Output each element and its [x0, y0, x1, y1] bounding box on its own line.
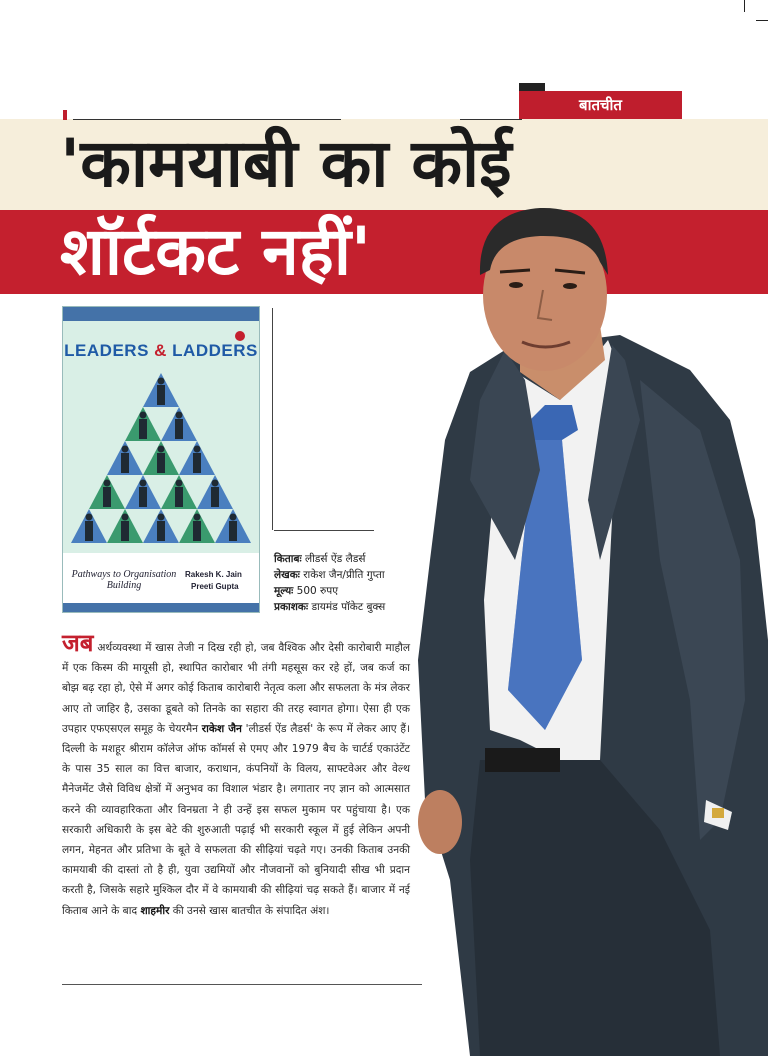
- book-info-value: 500 रुपए: [296, 585, 339, 597]
- headline-line-1: 'कामयाबी का कोई: [60, 125, 512, 202]
- book-title-amp: &: [154, 341, 167, 360]
- section-label: बातचीत: [519, 91, 682, 119]
- headline-line-2: शॉर्टकट नहीं': [60, 213, 372, 290]
- article-text-2: 'लीडर्स ऐंड लैडर्स' के रूप में लेकर आए हैं। दिल्ली के मशहूर श्रीराम कॉलेज ऑफ कॉमर्स से एमए और 1979 बैच के चार्टर्ड एकाउंटेंट के पास 35 साल का वित्त बाजार, कराधान, कंपनियों के विलय, साफ्टवेअर और वेल्थ मैनेजमेंट जैसे विविध क्षेत्रों में अनुभव का विशाल भंडार है। लगातार नए ज्ञान को आत्मसात करने की व्यावहारिकता और विनम्रता ने ही उन्हें इस सफल मुकाम पर पहुंचाया है। एक सरकारी अधिकारी के इस बेटे की शुरुआती पढ़ाई भी सरकारी स्कूल में हुई लेकिन अपनी लगन, मेहनत और प्रतिभा के बूते वे सफलता की सीढ़ियां चढ़ते गए। उनकी किताब उनकी कामयाबी की दास्तां तो है ही, युवा उद्यमियों और नौजवानों को बुनियादी सीख भी प्रदान करती है, जिसके सहारे मुश्किल दौर में वे कामयाबी की सीढ़ियां चढ़ सकते हैं। बाजार में नई किताब आने के बाद: [62, 722, 410, 917]
- book-info-label: मूल्यः: [274, 585, 294, 597]
- portrait-belt: [485, 748, 560, 772]
- article-text-1: अर्थव्यवस्था में खास तेजी न दिख रही हो, जब वैश्विक और देसी कारोबारी माहौल में एक किस्म की मायूसी हो, स्थापित कारोबार भी तंगी महसूस कर रहे हों, जब कर्ज का बोझ बढ़ रहा हो, ऐसे में अगर कोई किताब कारोबारी नेतृत्व कला और सफलता के मंत्र लेकर आए तो जाहिर है, उसका डूबते को तिनके का सहारा की तरह स्वागत होगा। ऐसा ही एक उपहार एफएसएल समूह के चेयरमैन: [62, 642, 410, 735]
- book-info-label: प्रकाशकः: [274, 601, 309, 613]
- article-name-2: शाहमीर: [140, 904, 170, 917]
- book-author-2: Preeti Gupta: [191, 582, 239, 591]
- article-name-1: राकेश जैन: [201, 722, 242, 735]
- book-title-part2: LADDERS: [172, 341, 258, 360]
- book-info-value: डायमंड पॉकेट बुक्स: [311, 601, 386, 613]
- book-info-label: लेखकः: [274, 569, 300, 581]
- book-info-label: किताबः: [274, 553, 302, 565]
- article-dropcap: जब: [62, 629, 94, 657]
- book-info-value: लीडर्स ऐंड लैडर्स: [304, 553, 366, 565]
- portrait-left-hand: [418, 790, 462, 854]
- book-info-value: राकेश जैन/प्रीति गुप्ता: [303, 569, 385, 581]
- book-author-1: Rakesh K. Jain: [185, 570, 242, 579]
- book-cover-subtitle: Pathways to Organisation Building: [71, 569, 177, 591]
- book-title-part1: LEADERS: [64, 341, 149, 360]
- article-text-3: की उनसे खास बातचीत के संपादित अंश।: [169, 904, 330, 917]
